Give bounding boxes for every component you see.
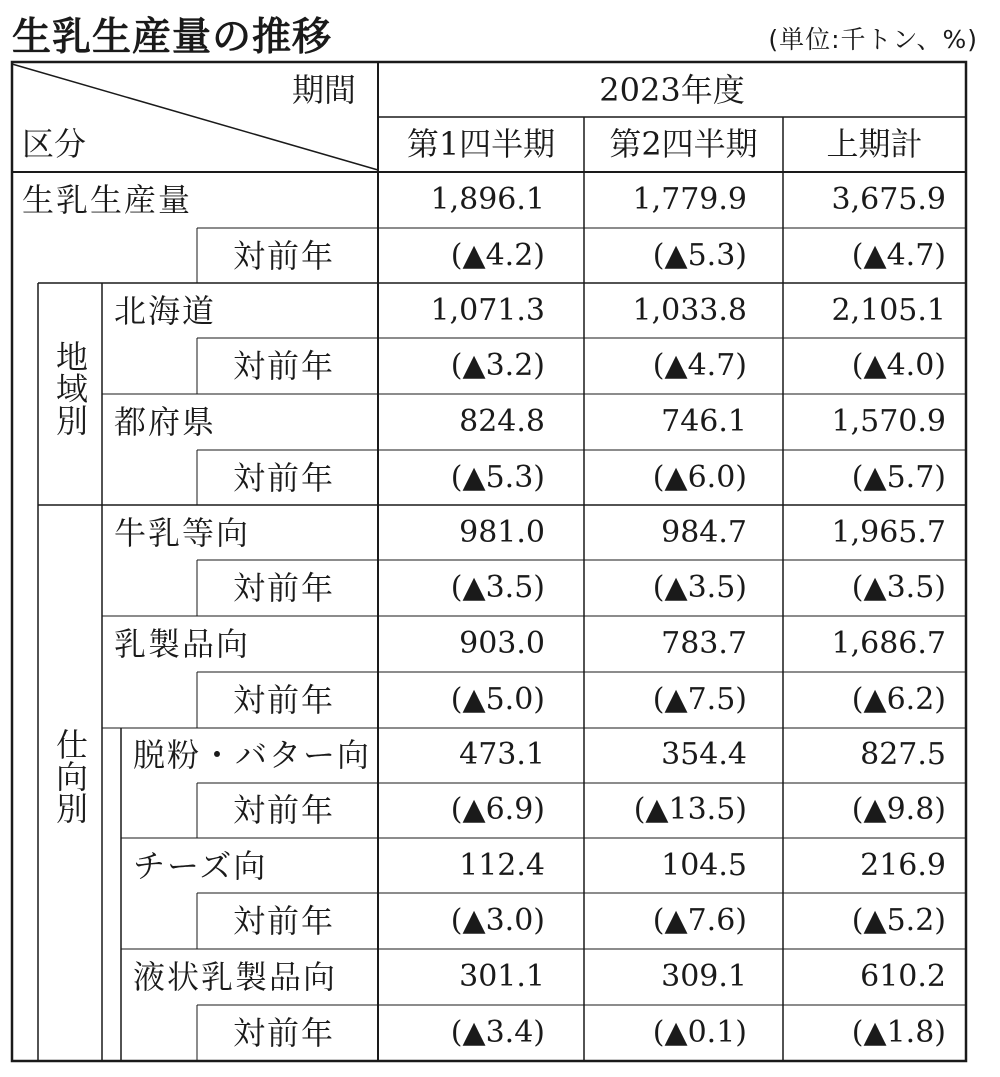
cell-q1: (▲3.5) (450, 570, 545, 605)
cell-h1: (▲5.2) (851, 903, 946, 938)
cell-q2: (▲4.7) (652, 348, 747, 383)
cell-h1: 610.2 (860, 959, 946, 994)
row-label-yoy: 対前年 (233, 569, 336, 607)
cell-q1: (▲3.4) (450, 1015, 545, 1050)
cell-q1: 473.1 (459, 737, 545, 772)
row-label-yoy: 対前年 (233, 237, 336, 275)
cell-q2: 783.7 (661, 626, 747, 661)
cell-q2: (▲7.5) (652, 682, 747, 717)
group-label-region (50, 340, 90, 444)
cell-q2: 984.7 (661, 515, 747, 550)
row-label-hokkaido: 北海道 (114, 292, 217, 330)
row-label-yoy: 対前年 (233, 681, 336, 719)
row-label-liquid-dairy: 液状乳製品向 (133, 958, 338, 996)
cell-h1: (▲5.7) (851, 460, 946, 495)
cell-q2: 354.4 (661, 737, 747, 772)
cell-q2: 746.1 (661, 404, 747, 439)
cell-q2: (▲3.5) (652, 570, 747, 605)
cell-q1: (▲6.9) (450, 792, 545, 827)
header-col-q1: 第1四半期 (406, 125, 556, 163)
cell-h1: 1,686.7 (831, 626, 946, 661)
cell-q2: (▲0.1) (652, 1015, 747, 1050)
cell-q2: (▲13.5) (633, 792, 747, 827)
cell-q1: 824.8 (459, 404, 545, 439)
cell-h1: 2,105.1 (831, 293, 946, 328)
table-title: 生乳生産量の推移 (12, 15, 333, 60)
cell-q2: 104.5 (661, 848, 747, 883)
cell-q2: 1,779.9 (632, 182, 747, 217)
cell-q2: (▲6.0) (652, 460, 747, 495)
header-period: 期間 (292, 71, 357, 109)
cell-h1: (▲9.8) (851, 792, 946, 827)
cell-q1: (▲3.2) (450, 348, 545, 383)
cell-q1: (▲3.0) (450, 903, 545, 938)
cell-q2: (▲5.3) (652, 238, 747, 273)
cell-h1: (▲4.0) (851, 348, 946, 383)
row-label-yoy: 対前年 (233, 1014, 336, 1052)
cell-h1: 827.5 (860, 737, 946, 772)
cell-q1: (▲5.0) (450, 682, 545, 717)
cell-q1: 1,071.3 (430, 293, 545, 328)
row-label-total: 生乳生産量 (22, 181, 193, 219)
group-label-region-text: 地域別 (51, 340, 89, 436)
row-label-tofuken: 都府県 (114, 403, 217, 441)
cell-h1: 216.9 (860, 848, 946, 883)
cell-h1: 1,965.7 (831, 515, 946, 550)
row-label-cheese: チーズ向 (133, 847, 268, 885)
cell-h1: (▲4.7) (851, 238, 946, 273)
cell-q1: 981.0 (459, 515, 545, 550)
header-col-q2: 第2四半期 (609, 125, 758, 163)
row-label-yoy: 対前年 (233, 902, 336, 940)
header-year: 2023年度 (599, 71, 745, 109)
cell-q1: (▲4.2) (450, 238, 545, 273)
cell-h1: 1,570.9 (831, 404, 946, 439)
cell-q2: 1,033.8 (632, 293, 747, 328)
row-label-milk: 牛乳等向 (114, 514, 251, 552)
row-label-dairy-products: 乳製品向 (114, 625, 251, 663)
header-category: 区分 (22, 125, 87, 163)
row-label-yoy: 対前年 (233, 459, 336, 497)
cell-h1: (▲1.8) (851, 1015, 946, 1050)
cell-q1: (▲5.3) (450, 460, 545, 495)
row-label-yoy: 対前年 (233, 791, 336, 829)
row-label-powder-butter: 脱粉・バター向 (133, 736, 372, 774)
unit-note: (単位:千トン、%) (768, 25, 978, 54)
cell-h1: 3,675.9 (831, 182, 946, 217)
group-label-destination-text: 仕向別 (51, 728, 89, 824)
cell-q1: 112.4 (459, 848, 545, 883)
group-label-destination (50, 728, 90, 832)
cell-q1: 903.0 (459, 626, 545, 661)
cell-h1: (▲6.2) (851, 682, 946, 717)
cell-h1: (▲3.5) (851, 570, 946, 605)
cell-q1: 301.1 (459, 959, 545, 994)
cell-q1: 1,896.1 (430, 182, 545, 217)
row-label-yoy: 対前年 (233, 347, 336, 385)
cell-q2: 309.1 (661, 959, 747, 994)
cell-q2: (▲7.6) (652, 903, 747, 938)
header-col-h1: 上期計 (826, 125, 923, 163)
